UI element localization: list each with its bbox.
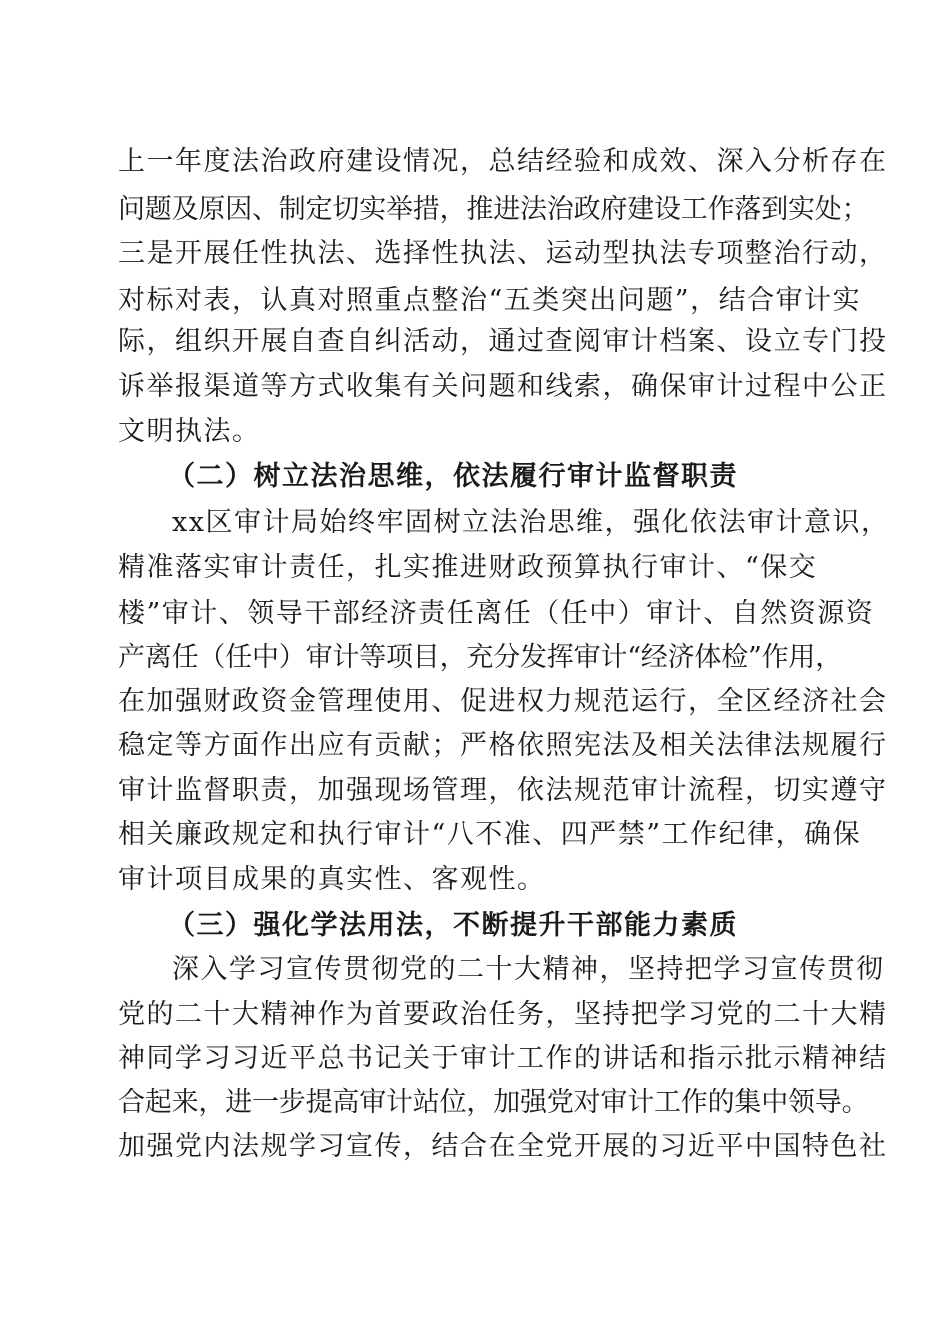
- body-text-line: 党的二十大精神作为首要政治任务，坚持把学习党的二十大精: [118, 999, 888, 1030]
- body-text-line: 上一年度法治政府建设情况，总结经验和成效、深入分析存在: [118, 146, 888, 177]
- section-heading-3: （三）强化学法用法，不断提升干部能力素质: [168, 910, 738, 941]
- body-text-line: 稳定等方面作出应有贡献；严格依照宪法及相关法律法规履行: [118, 730, 888, 761]
- paragraph-first-line: xx区审计局始终牢固树立法治思维，强化依法审计意识，: [172, 507, 890, 538]
- body-text-line: 神同学习习近平总书记关于审计工作的讲话和指示批示精神结: [118, 1043, 888, 1074]
- body-text-line: 诉举报渠道等方式收集有关问题和线索，确保审计过程中公正: [118, 371, 888, 402]
- body-text-line: 三是开展任性执法、选择性执法、运动型执法专项整治行动，: [118, 238, 888, 269]
- body-text-line: 楼”审计、领导干部经济责任离任（任中）审计、自然资源资: [118, 598, 875, 629]
- body-text-line: 加强党内法规学习宣传，结合在全党开展的习近平中国特色社: [118, 1131, 888, 1162]
- body-text-line: 在加强财政资金管理使用、促进权力规范运行，全区经济社会: [118, 686, 888, 717]
- body-text-line: 精准落实审计责任，扎实推进财政预算执行审计、“保交: [118, 552, 818, 583]
- body-text-line: 审计监督职责，加强现场管理，依法规范审计流程，切实遵守: [118, 775, 888, 806]
- body-text-line: 对标对表，认真对照重点整治“五类突出问题”，结合审计实: [118, 285, 862, 316]
- body-text-line: 合起来，进一步提高审计站位，加强党对审计工作的集中领导。: [118, 1087, 869, 1118]
- body-text-line: 问题及原因、制定切实举措，推进法治政府建设工作落到实处；: [118, 194, 869, 225]
- section-heading-2: （二）树立法治思维，依法履行审计监督职责: [168, 461, 738, 492]
- paragraph-first-line: 深入学习宣传贯彻党的二十大精神，坚持把学习宣传贯彻: [172, 954, 885, 985]
- body-text-line: 际，组织开展自查自纠活动，通过查阅审计档案、设立专门投: [118, 326, 888, 357]
- body-text-line: 产离任（任中）审计等项目，充分发挥审计“经济体检”作用，: [118, 642, 843, 673]
- body-text-line: 文明执法。: [118, 416, 261, 447]
- body-text-line: 相关廉政规定和执行审计“八不准、四严禁”工作纪律，确保: [118, 819, 862, 850]
- body-text-line: 审计项目成果的真实性、客观性。: [118, 864, 546, 895]
